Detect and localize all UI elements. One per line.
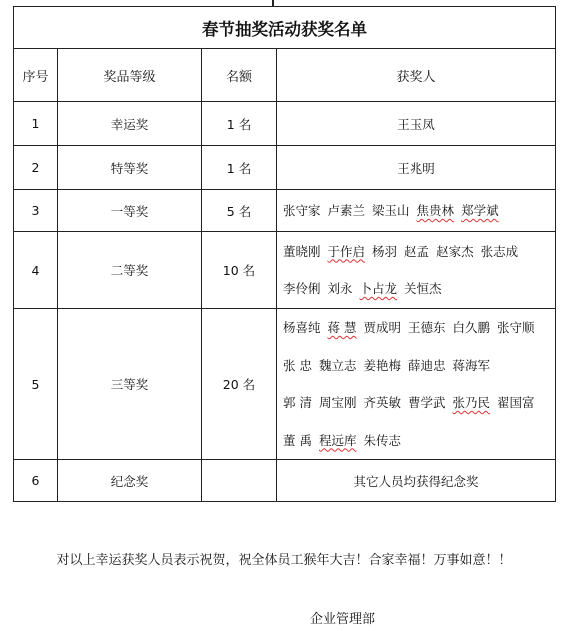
winner-line xyxy=(283,270,549,308)
row-quota: 20 名 xyxy=(202,309,277,460)
winner-name: 齐英敏 xyxy=(363,395,402,410)
winner-name: 白久鹏 xyxy=(452,320,491,335)
row-quota: 5 名 xyxy=(202,190,277,232)
row-level: 特等奖 xyxy=(58,146,202,190)
row-no: 5 xyxy=(14,309,58,460)
table-row xyxy=(14,102,556,146)
table-row xyxy=(14,146,556,190)
row-winners: 王兆明 xyxy=(277,146,556,190)
row-winners xyxy=(277,232,556,309)
winner-name: 朱传志 xyxy=(363,432,402,448)
row-level: 三等奖 xyxy=(58,309,202,460)
winner-name: 于作启 xyxy=(327,243,366,259)
award-table xyxy=(13,6,556,502)
table-row xyxy=(14,232,556,309)
row-winners: 王玉凤 xyxy=(277,102,556,146)
row-no: 1 xyxy=(14,102,58,146)
row-winners xyxy=(277,309,556,460)
winner-name: 刘永 xyxy=(327,281,353,296)
winner-name: 赵家杰 xyxy=(436,243,474,259)
winner-name: 赵孟 xyxy=(404,243,430,259)
header-quota: 名额 xyxy=(202,49,277,102)
table-row xyxy=(14,190,556,232)
row-level: 纪念奖 xyxy=(58,460,202,502)
winner-name: 张 忠 xyxy=(283,357,312,373)
winner-name: 李伶俐 xyxy=(283,281,321,296)
winner-name: 卢素兰 xyxy=(327,202,366,218)
row-quota: 1 名 xyxy=(202,146,277,190)
winner-name: 王德东 xyxy=(408,320,446,335)
winner-name: 杨喜纯 xyxy=(283,320,321,335)
winner-name: 蒋 慧 xyxy=(327,320,357,335)
winner-name: 姜艳梅 xyxy=(363,357,402,373)
winner-name: 张志成 xyxy=(480,243,519,259)
row-winners: 其它人员均获得纪念奖 xyxy=(277,460,556,502)
row-level: 二等奖 xyxy=(58,232,202,309)
winner-name: 蒋海军 xyxy=(452,357,491,373)
winner-line xyxy=(283,233,549,271)
winner-name: 翟国富 xyxy=(497,395,535,410)
row-level: 幸运奖 xyxy=(58,102,202,146)
winner-name: 焦贵林 xyxy=(416,202,455,218)
winner-name: 张守家 xyxy=(283,202,321,218)
row-quota: 1 名 xyxy=(202,102,277,146)
header-no: 序号 xyxy=(14,49,58,102)
winner-line xyxy=(283,309,549,347)
winner-name: 贾成明 xyxy=(363,320,402,335)
row-no: 2 xyxy=(14,146,58,190)
winner-name: 张守顺 xyxy=(497,320,535,335)
winner-name: 卜占龙 xyxy=(359,281,398,296)
winner-name: 程远库 xyxy=(318,432,357,448)
winner-name: 郑学斌 xyxy=(461,202,499,218)
header-row xyxy=(14,49,556,102)
row-no: 3 xyxy=(14,190,58,232)
winner-name: 梁玉山 xyxy=(372,202,410,218)
winner-line xyxy=(283,192,549,230)
winner-name: 郭 清 xyxy=(283,395,312,410)
header-level: 奖品等级 xyxy=(58,49,202,102)
header-winners: 获奖人 xyxy=(277,49,556,102)
winner-name: 杨羽 xyxy=(372,243,398,259)
row-quota: 10 名 xyxy=(202,232,277,309)
department-signature: 企业管理部 xyxy=(310,612,376,627)
table-title: 春节抽奖活动获奖名单 xyxy=(14,7,556,49)
winner-line xyxy=(283,422,549,460)
winner-name: 曹学武 xyxy=(408,395,446,410)
winner-name: 董 禹 xyxy=(283,432,312,448)
winner-line xyxy=(283,347,549,385)
winner-name: 董晓刚 xyxy=(283,243,321,259)
congratulations-text: 对以上幸运获奖人员表示祝贺，祝全体员工猴年大吉！合家幸福！万事如意！！ xyxy=(56,553,512,568)
row-winners xyxy=(277,190,556,232)
winner-name: 魏立志 xyxy=(318,357,357,373)
table-row xyxy=(14,309,556,460)
winner-name: 张乃民 xyxy=(452,395,491,410)
row-level: 一等奖 xyxy=(58,190,202,232)
winner-name: 关恒杰 xyxy=(404,281,442,296)
row-quota xyxy=(202,460,277,502)
winner-name: 周宝刚 xyxy=(318,395,357,410)
winner-line xyxy=(283,384,549,422)
row-no: 4 xyxy=(14,232,58,309)
winner-name: 薛迪忠 xyxy=(408,357,446,373)
row-no: 6 xyxy=(14,460,58,502)
table-row xyxy=(14,460,556,502)
